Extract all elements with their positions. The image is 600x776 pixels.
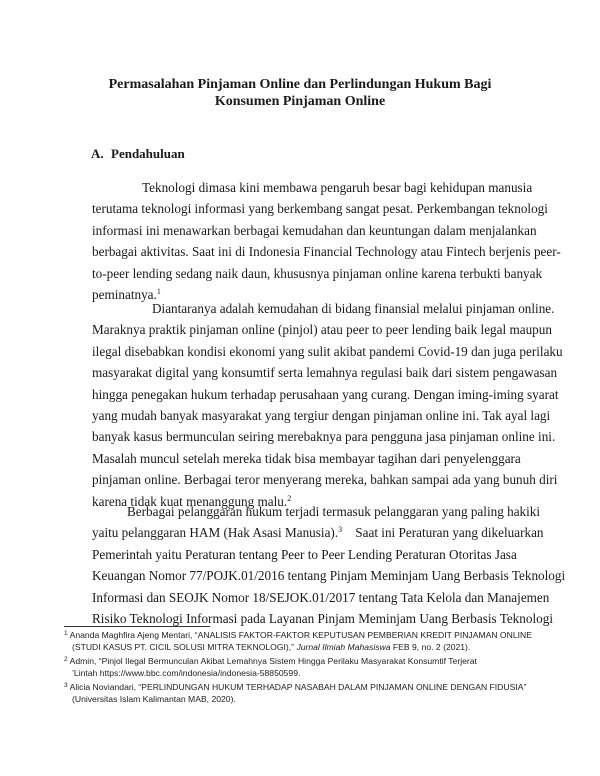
footnote-journal: Jurnal Ilmiah Mahasiswa bbox=[296, 641, 391, 652]
paragraph-line: Keuangan Nomor 77/POJK.01/2016 tentang Pinjam Meminjam Uang Berbasis Teknologi bbox=[92, 568, 566, 584]
footnote-number: 1 bbox=[64, 630, 68, 637]
footnote-number: 2 bbox=[64, 656, 68, 663]
paragraph-line: yang mudah banyak masyarakat yang tergiur dengan pinjaman online ini. Tak ayal lagi bbox=[92, 407, 551, 423]
title-line-2: Konsumen Pinjaman Online bbox=[214, 94, 386, 109]
paragraph-line: Berbagai pelanggaran hukum terjadi termasuk pelanggaran yang paling hakiki bbox=[127, 504, 541, 519]
footnote-3-cont: (Universitas Islam Kalimantan MAB, 2020). bbox=[72, 693, 236, 704]
paragraph-line: Diantaranya adalah kemudahan di bidang finansial melalui pinjaman online. bbox=[152, 301, 555, 316]
paragraph-3 bbox=[92, 501, 566, 629]
footnote-text: FEB 9, no. 2 (2021). bbox=[392, 641, 471, 652]
section-label: Pendahuluan bbox=[111, 146, 185, 161]
paragraph-line-text: yaitu pelanggaran HAM (Hak Asasi Manusia). bbox=[92, 525, 339, 541]
section-heading bbox=[91, 146, 185, 162]
footnote-text: Alicia Noviandari, “PERLINDUNGAN HUKUM TERHADAP NASABAH DALAM PINJAMAN ONLINE DENGAN FIDUSIA” bbox=[69, 682, 527, 692]
footnote-2-cont: ’Lintah https://www.bbc.com/indonesia/indonesia-58850599. bbox=[72, 667, 301, 678]
footnote-ref: 3 bbox=[338, 525, 343, 535]
paragraph-line: Informasi dan SEOJK Nomor 18/SEJOK.01/2017 tentang Tata Kelola dan Manajemen bbox=[92, 589, 550, 605]
paragraph-line: to-peer lending sedang naik daun, khususnya pinjaman online karena terbukti banyak bbox=[92, 265, 543, 281]
paragraph-line: informasi ini menawarkan berbagai kemudahan dan keuntungan dalam menjalankan bbox=[92, 222, 537, 238]
document-title bbox=[90, 76, 510, 110]
paragraph-line: terutama teknologi informasi yang berkembang sangat pesat. Perkembangan teknologi bbox=[92, 201, 548, 217]
paragraph-line: ilegal disebabkan kondisi ekonomi yang sulit akibat pandemi Covid-19 dan juga perilaku bbox=[92, 343, 563, 359]
paragraph-line: berbagai aktivitas. Saat ini di Indonesia Financial Technology atau Fintech berjenis peer- bbox=[92, 244, 561, 260]
footnote-separator bbox=[64, 626, 210, 627]
paragraph-line-text: Saat ini Peraturan yang dikeluarkan bbox=[355, 525, 544, 541]
footnote-1-cont bbox=[64, 642, 544, 654]
footnote-text: (STUDI KASUS PT. CICIL SOLUSI MITRA TEKNOLOGI),” bbox=[72, 641, 295, 652]
paragraph-line: Masalah muncul setelah mereka tidak bisa membayar tagihan dari penyelenggara bbox=[92, 450, 521, 466]
paragraph-line: banyak kasus bermunculan seiring merebaknya para pengguna jasa pinjaman online ini. bbox=[92, 429, 556, 445]
footnote-number: 3 bbox=[64, 682, 68, 689]
title-line-1: Permasalahan Pinjaman Online dan Perlindungan Hukum Bagi bbox=[108, 77, 492, 92]
footnote-3 bbox=[64, 682, 544, 694]
footnote-text: Admin, “Pinjol Ilegal Bermunculan Akibat Lemahnya Sistem Hingga Perilaku Masyarakat Konsumtif Terjerat bbox=[69, 656, 477, 666]
footnotes bbox=[64, 630, 544, 705]
footnote-ref: 1 bbox=[156, 286, 161, 296]
paragraph-line: Maraknya praktik pinjaman online (pinjol) atau peer to peer lending baik legal maupun bbox=[92, 322, 552, 338]
section-number: A. bbox=[91, 146, 104, 161]
paragraph-line-text: karena tidak kuat menanggung malu. bbox=[92, 493, 288, 509]
paragraph-line: Risiko Teknologi Informasi pada Layanan Pinjam Meminjam Uang Berbasis Teknologi bbox=[92, 610, 553, 626]
footnote-text: Ananda Maghfira Ajeng Mentari, “ANALISIS FAKTOR-FAKTOR KEPUTUSAN PEMBERIAN KREDIT PINJAMAN ONLINE bbox=[69, 630, 532, 640]
footnote-1 bbox=[64, 630, 544, 642]
paragraph-line-text: peminatnya. bbox=[92, 286, 157, 302]
paragraph-line bbox=[92, 522, 544, 543]
paragraph-line: Pemerintah yaitu Peraturan tentang Peer to Peer Lending Peraturan Otoritas Jasa bbox=[92, 546, 517, 562]
paragraph-1 bbox=[92, 177, 561, 305]
paragraph-line: pinjaman online. Berbagai teror menyerang mereka, bahkan sampai ada yang bunuh diri bbox=[92, 472, 558, 488]
footnote-ref: 2 bbox=[287, 493, 292, 503]
paragraph-line: Teknologi dimasa kini membawa pengaruh besar bagi kehidupan manusia bbox=[142, 180, 533, 195]
paragraph-line: hingga penegakan hukum terhadap perusahaan yang curang. Dengan iming-iming syarat bbox=[92, 386, 559, 402]
paragraph-line: masyarakat digital yang konsumtif serta lemahnya regulasi baik dari sistem pengawasan bbox=[92, 365, 558, 381]
footnote-2 bbox=[64, 656, 544, 668]
